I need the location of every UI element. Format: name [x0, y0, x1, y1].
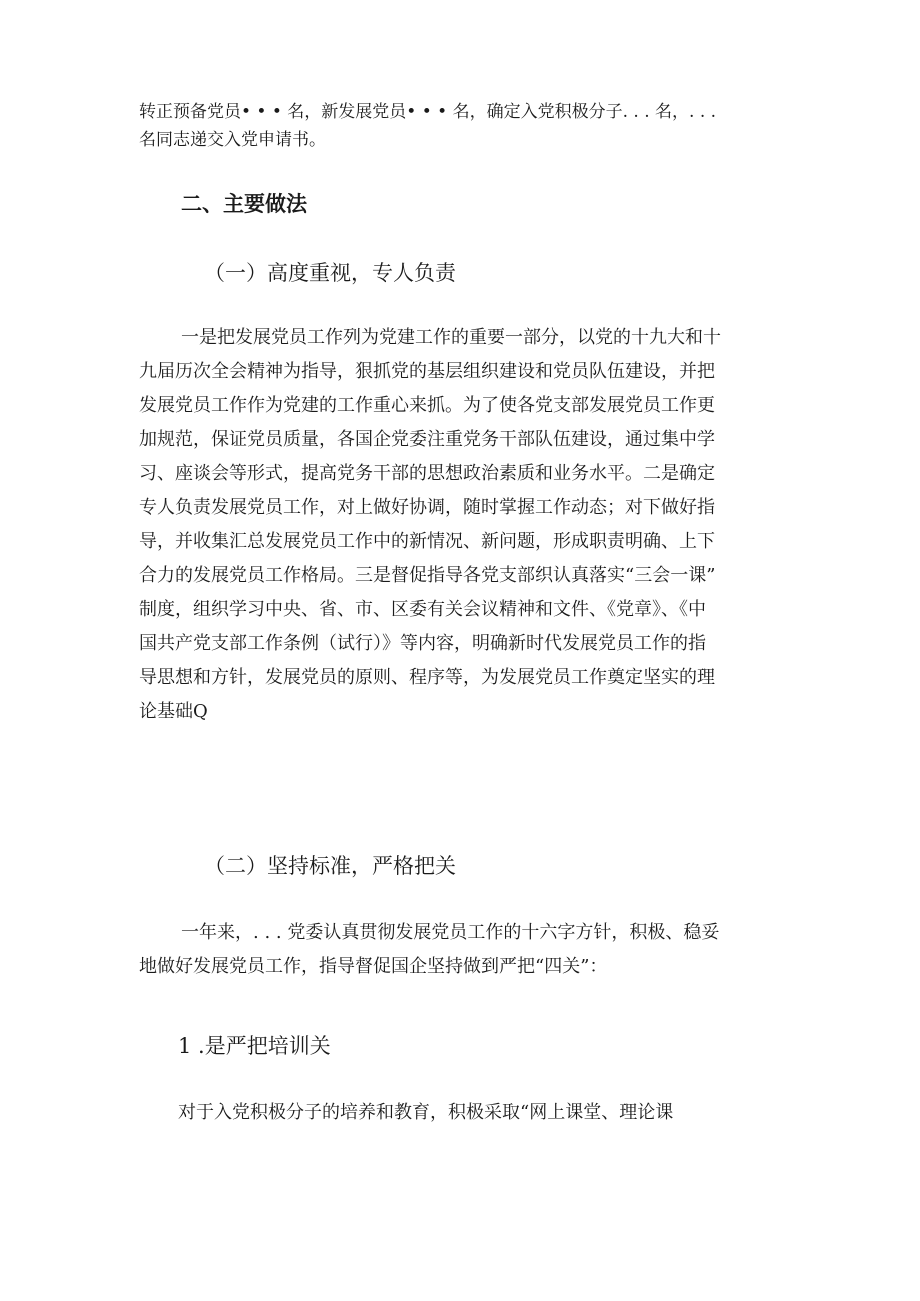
- text-line: 国共产党支部工作条例（试行）》等内容，明确新时代发展党员工作的指: [139, 633, 706, 654]
- text-line: 加规范，保证党员质量，各国企党委注重党务干部队伍建设，通过集中学: [139, 429, 715, 450]
- text-line: 一年来，. . . 党委认真贯彻发展党员工作的十六字方针，积极、稳妥: [181, 922, 720, 943]
- section-heading: 二、主要做法: [181, 192, 307, 216]
- text-line: 合力的发展党员工作格局。三是督促指导各党支部织认真落实“三会一课”: [139, 565, 716, 586]
- text-line: 名同志递交入党申请书。: [139, 130, 326, 150]
- text-line: 转正预备党员• • • 名，新发展党员• • • 名，确定入党积极分子. . . 名，. . .: [139, 102, 717, 122]
- text-line: 一是把发展党员工作列为党建工作的重要一部分，以党的十九大和十: [181, 327, 721, 348]
- subsection-heading: （一）高度重视，专人负责: [204, 261, 456, 285]
- body-paragraph: 对于入党积极分子的培养和教育，积极采取“网上课堂、理论课: [178, 1102, 674, 1123]
- text-line: 专人负责发展党员工作，对上做好协调，随时掌握工作动态；对下做好指: [139, 497, 715, 518]
- subsection-heading: （二）坚持标准，严格把关: [204, 854, 456, 878]
- text-line: 九届历次全会精神为指导，狠抓党的基层组织建设和党员队伍建设，并把: [139, 361, 715, 382]
- text-line: 导，并收集汇总发展党员工作中的新情况、新问题，形成职责明确、上下: [139, 531, 715, 552]
- text-line: 制度，组织学习中央、省、市、区委有关会议精神和文件、《党章》、《中: [139, 599, 706, 620]
- body-paragraph: [139, 916, 719, 984]
- text-line: 发展党员工作作为党建的工作重心来抓。为了使各党支部发展党员工作更: [139, 395, 715, 416]
- numbered-heading: 1 .是严把培训关: [178, 1034, 331, 1058]
- text-line: 论基础Q: [139, 701, 208, 722]
- text-line: 地做好发展党员工作，指导督促国企坚持做到严把“四关”：: [139, 956, 608, 977]
- body-paragraph: [139, 321, 721, 729]
- intro-paragraph: [139, 98, 716, 154]
- text-line: 导思想和方针，发展党员的原则、程序等，为发展党员工作奠定坚实的理: [139, 667, 715, 688]
- text-line: 习、座谈会等形式，提高党务干部的思想政治素质和业务水平。二是确定: [139, 463, 715, 484]
